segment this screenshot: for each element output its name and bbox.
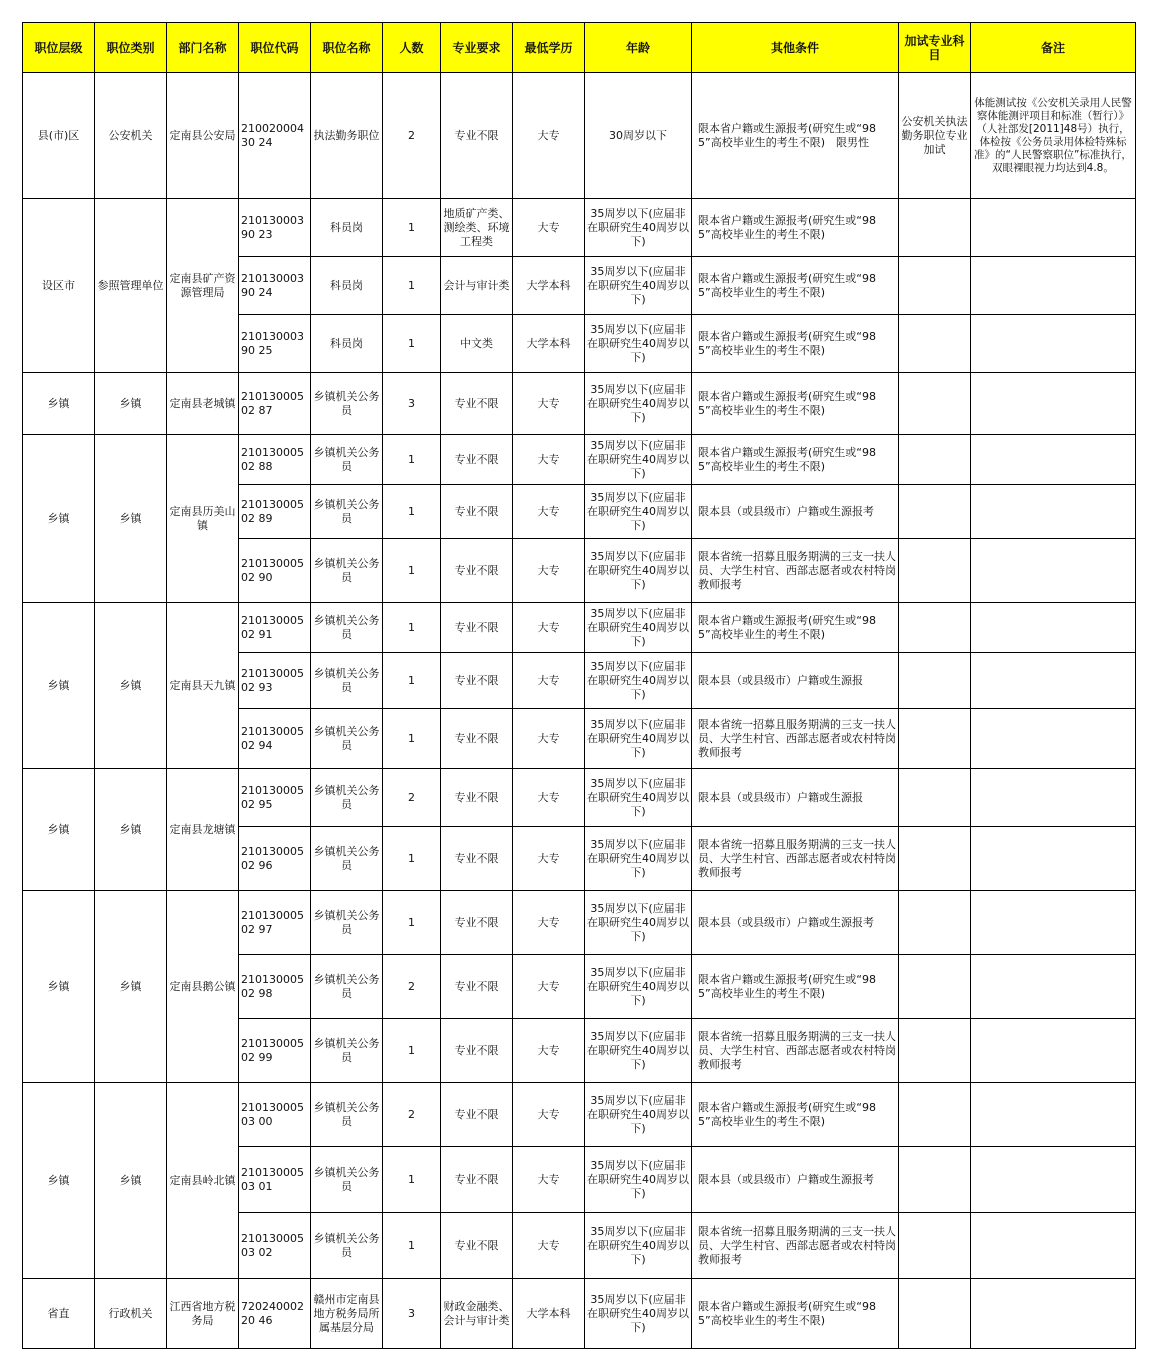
age-limit: 35周岁以下(应届非在职研究生40周岁以下) (585, 315, 692, 373)
position-code: 21013000502 91 (239, 603, 311, 653)
department-name: 定南县老城镇 (167, 373, 239, 435)
extra-exam-subject (899, 1279, 971, 1349)
department-name: 定南县历美山镇 (167, 435, 239, 603)
major-requirement: 专业不限 (441, 1147, 513, 1213)
min-education: 大专 (513, 891, 585, 955)
position-code: 21013000390 23 (239, 199, 311, 257)
extra-exam-subject (899, 485, 971, 539)
position-table (22, 22, 1136, 1349)
min-education: 大专 (513, 709, 585, 769)
major-requirement: 专业不限 (441, 891, 513, 955)
major-requirement: 地质矿产类、测绘类、环境工程类 (441, 199, 513, 257)
other-conditions: 限本省统一招募且服务期满的三支一扶人员、大学生村官、西部志愿者或农村特岗教师报考 (692, 827, 899, 891)
major-requirement: 专业不限 (441, 709, 513, 769)
headcount: 1 (383, 315, 441, 373)
headcount: 1 (383, 539, 441, 603)
major-requirement: 专业不限 (441, 827, 513, 891)
position-level: 乡镇 (23, 603, 95, 769)
position-title: 乡镇机关公务员 (311, 891, 383, 955)
major-requirement: 专业不限 (441, 539, 513, 603)
extra-exam-subject (899, 1147, 971, 1213)
other-conditions: 限本县（或县级市）户籍或生源报考 (692, 891, 899, 955)
position-category: 乡镇 (95, 435, 167, 603)
other-conditions: 限本省统一招募且服务期满的三支一扶人员、大学生村官、西部志愿者或农村特岗教师报考 (692, 539, 899, 603)
remarks (971, 709, 1136, 769)
position-title: 乡镇机关公务员 (311, 955, 383, 1019)
major-requirement: 专业不限 (441, 1083, 513, 1147)
extra-exam-subject (899, 827, 971, 891)
position-title: 乡镇机关公务员 (311, 603, 383, 653)
headcount: 1 (383, 1019, 441, 1083)
header-remarks: 备注 (971, 23, 1136, 73)
min-education: 大学本科 (513, 1279, 585, 1349)
header-row (23, 23, 1136, 73)
extra-exam-subject (899, 373, 971, 435)
extra-exam-subject (899, 539, 971, 603)
major-requirement: 财政金融类、会计与审计类 (441, 1279, 513, 1349)
extra-exam-subject (899, 1213, 971, 1279)
remarks (971, 603, 1136, 653)
position-code: 21013000390 25 (239, 315, 311, 373)
table-row (23, 1083, 1136, 1147)
position-level: 乡镇 (23, 891, 95, 1083)
headcount: 1 (383, 1213, 441, 1279)
age-limit: 35周岁以下(应届非在职研究生40周岁以下) (585, 769, 692, 827)
age-limit: 35周岁以下(应届非在职研究生40周岁以下) (585, 199, 692, 257)
age-limit: 35周岁以下(应届非在职研究生40周岁以下) (585, 1279, 692, 1349)
min-education: 大专 (513, 485, 585, 539)
age-limit: 35周岁以下(应届非在职研究生40周岁以下) (585, 827, 692, 891)
headcount: 1 (383, 435, 441, 485)
headcount: 3 (383, 373, 441, 435)
extra-exam-subject (899, 435, 971, 485)
other-conditions: 限本县（或县级市）户籍或生源报 (692, 653, 899, 709)
position-category: 乡镇 (95, 769, 167, 891)
extra-exam-subject: 公安机关执法勤务职位专业加试 (899, 73, 971, 199)
other-conditions: 限本省户籍或生源报考(研究生或“985”高校毕业生的考生不限) (692, 1083, 899, 1147)
extra-exam-subject (899, 257, 971, 315)
header-dept: 部门名称 (167, 23, 239, 73)
major-requirement: 中文类 (441, 315, 513, 373)
remarks (971, 1083, 1136, 1147)
remarks (971, 485, 1136, 539)
table-row (23, 891, 1136, 955)
remarks (971, 373, 1136, 435)
extra-exam-subject (899, 315, 971, 373)
min-education: 大专 (513, 73, 585, 199)
min-education: 大专 (513, 539, 585, 603)
headcount: 2 (383, 955, 441, 1019)
extra-exam-subject (899, 891, 971, 955)
position-level: 省直 (23, 1279, 95, 1349)
other-conditions: 限本县（或县级市）户籍或生源报考 (692, 485, 899, 539)
headcount: 2 (383, 73, 441, 199)
remarks: 体能测试按《公安机关录用人民警察体能测评项目和标准（暂行）》（人社部发[2011]48号）执行，体检按《公务员录用体检特殊标准》的“人民警察职位”标准执行，双眼裸眼视力均达到4.8。 (971, 73, 1136, 199)
position-title: 乡镇机关公务员 (311, 1019, 383, 1083)
department-name: 江西省地方税务局 (167, 1279, 239, 1349)
position-code: 21013000502 89 (239, 485, 311, 539)
age-limit: 35周岁以下(应届非在职研究生40周岁以下) (585, 1147, 692, 1213)
position-code: 21013000502 87 (239, 373, 311, 435)
table-row (23, 1279, 1136, 1349)
headcount: 1 (383, 827, 441, 891)
other-conditions: 限本省户籍或生源报考(研究生或“985”高校毕业生的考生不限) (692, 435, 899, 485)
position-title: 赣州市定南县地方税务局所属基层分局 (311, 1279, 383, 1349)
headcount: 2 (383, 769, 441, 827)
min-education: 大专 (513, 1213, 585, 1279)
major-requirement: 专业不限 (441, 955, 513, 1019)
age-limit: 35周岁以下(应届非在职研究生40周岁以下) (585, 603, 692, 653)
table-row (23, 199, 1136, 257)
major-requirement: 专业不限 (441, 435, 513, 485)
position-level: 乡镇 (23, 769, 95, 891)
remarks (971, 199, 1136, 257)
headcount: 1 (383, 653, 441, 709)
position-title: 科员岗 (311, 315, 383, 373)
min-education: 大专 (513, 653, 585, 709)
position-code: 21013000502 94 (239, 709, 311, 769)
position-title: 乡镇机关公务员 (311, 769, 383, 827)
remarks (971, 955, 1136, 1019)
extra-exam-subject (899, 1019, 971, 1083)
min-education: 大专 (513, 199, 585, 257)
position-level: 乡镇 (23, 435, 95, 603)
position-title: 乡镇机关公务员 (311, 827, 383, 891)
department-name: 定南县鹅公镇 (167, 891, 239, 1083)
headcount: 1 (383, 603, 441, 653)
remarks (971, 769, 1136, 827)
table-row (23, 373, 1136, 435)
headcount: 3 (383, 1279, 441, 1349)
position-category: 乡镇 (95, 1083, 167, 1279)
table-row (23, 769, 1136, 827)
age-limit: 35周岁以下(应届非在职研究生40周岁以下) (585, 485, 692, 539)
position-code: 21013000503 00 (239, 1083, 311, 1147)
extra-exam-subject (899, 1083, 971, 1147)
other-conditions: 限本县（或县级市）户籍或生源报考 (692, 1147, 899, 1213)
position-title: 乡镇机关公务员 (311, 435, 383, 485)
department-name: 定南县岭北镇 (167, 1083, 239, 1279)
headcount: 1 (383, 257, 441, 315)
table-row (23, 435, 1136, 485)
major-requirement: 专业不限 (441, 1019, 513, 1083)
age-limit: 30周岁以下 (585, 73, 692, 199)
age-limit: 35周岁以下(应届非在职研究生40周岁以下) (585, 955, 692, 1019)
headcount: 2 (383, 1083, 441, 1147)
position-code: 21013000503 01 (239, 1147, 311, 1213)
other-conditions: 限本省户籍或生源报考(研究生或“985”高校毕业生的考生不限) (692, 603, 899, 653)
major-requirement: 专业不限 (441, 373, 513, 435)
extra-exam-subject (899, 603, 971, 653)
header-conditions: 其他条件 (692, 23, 899, 73)
min-education: 大专 (513, 1083, 585, 1147)
headcount: 1 (383, 709, 441, 769)
position-title: 乡镇机关公务员 (311, 1147, 383, 1213)
position-code: 21013000390 24 (239, 257, 311, 315)
min-education: 大学本科 (513, 315, 585, 373)
position-code: 21013000502 90 (239, 539, 311, 603)
position-title: 乡镇机关公务员 (311, 653, 383, 709)
min-education: 大专 (513, 435, 585, 485)
min-education: 大学本科 (513, 257, 585, 315)
position-category: 公安机关 (95, 73, 167, 199)
position-level: 乡镇 (23, 1083, 95, 1279)
remarks (971, 1147, 1136, 1213)
other-conditions: 限本省统一招募且服务期满的三支一扶人员、大学生村官、西部志愿者或农村特岗教师报考 (692, 709, 899, 769)
extra-exam-subject (899, 709, 971, 769)
header-category: 职位类别 (95, 23, 167, 73)
other-conditions: 限本省统一招募且服务期满的三支一扶人员、大学生村官、西部志愿者或农村特岗教师报考 (692, 1019, 899, 1083)
position-code: 21013000502 88 (239, 435, 311, 485)
position-category: 行政机关 (95, 1279, 167, 1349)
header-exam-subject: 加试专业科目 (899, 23, 971, 73)
major-requirement: 专业不限 (441, 485, 513, 539)
major-requirement: 专业不限 (441, 603, 513, 653)
header-major: 专业要求 (441, 23, 513, 73)
other-conditions: 限本县（或县级市）户籍或生源报 (692, 769, 899, 827)
major-requirement: 专业不限 (441, 653, 513, 709)
min-education: 大专 (513, 603, 585, 653)
position-level: 设区市 (23, 199, 95, 373)
headcount: 1 (383, 199, 441, 257)
age-limit: 35周岁以下(应届非在职研究生40周岁以下) (585, 257, 692, 315)
position-title: 科员岗 (311, 257, 383, 315)
min-education: 大专 (513, 769, 585, 827)
remarks (971, 539, 1136, 603)
age-limit: 35周岁以下(应届非在职研究生40周岁以下) (585, 653, 692, 709)
position-title: 执法勤务职位 (311, 73, 383, 199)
position-category: 乡镇 (95, 891, 167, 1083)
remarks (971, 653, 1136, 709)
department-name: 定南县矿产资源管理局 (167, 199, 239, 373)
position-code: 72024000220 46 (239, 1279, 311, 1349)
major-requirement: 会计与审计类 (441, 257, 513, 315)
min-education: 大专 (513, 827, 585, 891)
position-level: 县(市)区 (23, 73, 95, 199)
department-name: 定南县天九镇 (167, 603, 239, 769)
age-limit: 35周岁以下(应届非在职研究生40周岁以下) (585, 1019, 692, 1083)
extra-exam-subject (899, 955, 971, 1019)
remarks (971, 315, 1136, 373)
age-limit: 35周岁以下(应届非在职研究生40周岁以下) (585, 1083, 692, 1147)
header-count: 人数 (383, 23, 441, 73)
remarks (971, 435, 1136, 485)
header-title: 职位名称 (311, 23, 383, 73)
position-code: 21013000502 93 (239, 653, 311, 709)
extra-exam-subject (899, 653, 971, 709)
other-conditions: 限本省户籍或生源报考(研究生或“985”高校毕业生的考生不限) (692, 257, 899, 315)
header-education: 最低学历 (513, 23, 585, 73)
position-category: 参照管理单位 (95, 199, 167, 373)
header-level: 职位层级 (23, 23, 95, 73)
age-limit: 35周岁以下(应届非在职研究生40周岁以下) (585, 539, 692, 603)
position-code: 21013000502 97 (239, 891, 311, 955)
table-row (23, 603, 1136, 653)
headcount: 1 (383, 485, 441, 539)
header-age: 年龄 (585, 23, 692, 73)
min-education: 大专 (513, 1019, 585, 1083)
age-limit: 35周岁以下(应届非在职研究生40周岁以下) (585, 709, 692, 769)
position-title: 乡镇机关公务员 (311, 1083, 383, 1147)
min-education: 大专 (513, 373, 585, 435)
major-requirement: 专业不限 (441, 73, 513, 199)
position-code: 21002000430 24 (239, 73, 311, 199)
position-title: 乡镇机关公务员 (311, 1213, 383, 1279)
department-name: 定南县龙塘镇 (167, 769, 239, 891)
remarks (971, 827, 1136, 891)
other-conditions: 限本省户籍或生源报考(研究生或“985”高校毕业生的考生不限) (692, 373, 899, 435)
headcount: 1 (383, 891, 441, 955)
table-row (23, 73, 1136, 199)
department-name: 定南县公安局 (167, 73, 239, 199)
other-conditions: 限本省统一招募且服务期满的三支一扶人员、大学生村官、西部志愿者或农村特岗教师报考 (692, 1213, 899, 1279)
remarks (971, 891, 1136, 955)
position-title: 乡镇机关公务员 (311, 709, 383, 769)
extra-exam-subject (899, 199, 971, 257)
other-conditions: 限本省户籍或生源报考(研究生或“985”高校毕业生的考生不限) (692, 199, 899, 257)
position-level: 乡镇 (23, 373, 95, 435)
other-conditions: 限本省户籍或生源报考(研究生或“985”高校毕业生的考生不限) (692, 315, 899, 373)
other-conditions: 限本省户籍或生源报考(研究生或“985”高校毕业生的考生不限) (692, 1279, 899, 1349)
min-education: 大专 (513, 1147, 585, 1213)
position-code: 21013000502 99 (239, 1019, 311, 1083)
position-code: 21013000502 95 (239, 769, 311, 827)
min-education: 大专 (513, 955, 585, 1019)
position-title: 科员岗 (311, 199, 383, 257)
remarks (971, 1019, 1136, 1083)
other-conditions: 限本省户籍或生源报考(研究生或“985”高校毕业生的考生不限) (692, 955, 899, 1019)
position-category: 乡镇 (95, 603, 167, 769)
position-category: 乡镇 (95, 373, 167, 435)
position-code: 21013000502 96 (239, 827, 311, 891)
extra-exam-subject (899, 769, 971, 827)
remarks (971, 1213, 1136, 1279)
age-limit: 35周岁以下(应届非在职研究生40周岁以下) (585, 435, 692, 485)
headcount: 1 (383, 1147, 441, 1213)
age-limit: 35周岁以下(应届非在职研究生40周岁以下) (585, 891, 692, 955)
position-code: 21013000503 02 (239, 1213, 311, 1279)
age-limit: 35周岁以下(应届非在职研究生40周岁以下) (585, 1213, 692, 1279)
major-requirement: 专业不限 (441, 1213, 513, 1279)
position-title: 乡镇机关公务员 (311, 539, 383, 603)
position-title: 乡镇机关公务员 (311, 373, 383, 435)
remarks (971, 1279, 1136, 1349)
age-limit: 35周岁以下(应届非在职研究生40周岁以下) (585, 373, 692, 435)
other-conditions: 限本省户籍或生源报考(研究生或“985”高校毕业生的考生不限) 限男性 (692, 73, 899, 199)
major-requirement: 专业不限 (441, 769, 513, 827)
remarks (971, 257, 1136, 315)
position-title: 乡镇机关公务员 (311, 485, 383, 539)
header-code: 职位代码 (239, 23, 311, 73)
position-code: 21013000502 98 (239, 955, 311, 1019)
